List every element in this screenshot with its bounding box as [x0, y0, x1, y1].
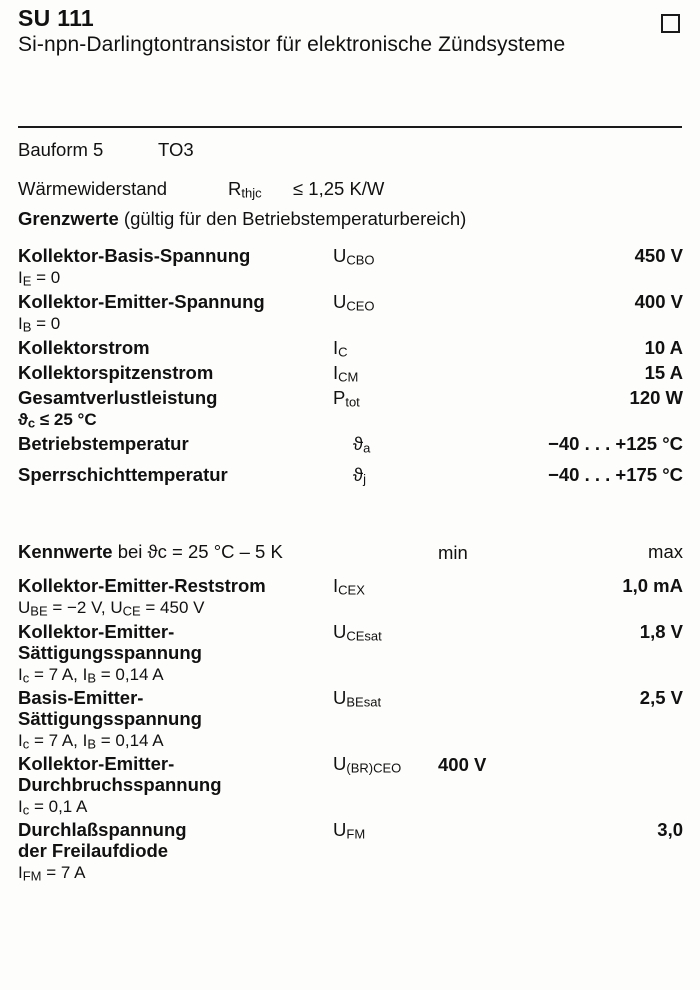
- limit-name: Kollektor-Basis-Spannung: [18, 245, 251, 266]
- characteristic-name: Basis-Emitter-: [18, 687, 144, 708]
- table-row: [18, 338, 682, 363]
- thermal-resistance-symbol: Rthjc: [228, 178, 262, 201]
- square-marker-icon: [661, 14, 680, 33]
- header-divider: [18, 126, 682, 128]
- characteristic-name: Durchlaßspannung: [18, 819, 187, 840]
- page-header: [18, 6, 682, 58]
- limit-symbol: UCEO: [333, 291, 375, 314]
- limits-heading: [18, 209, 682, 237]
- limit-name: Kollektorstrom: [18, 337, 150, 358]
- characteristic-name: Kollektor-Emitter-: [18, 621, 175, 642]
- package-row: [18, 140, 682, 170]
- column-header-max: max: [648, 541, 683, 562]
- page-title: SU 111: [18, 5, 94, 31]
- characteristic-max: 2,5 V: [639, 687, 683, 708]
- limit-symbol: UCBO: [333, 245, 375, 268]
- characteristic-name-line2: Sättigungsspannung: [18, 642, 202, 663]
- characteristic-max: 3,0: [657, 819, 683, 840]
- limit-name: Kollektor-Emitter-Spannung: [18, 291, 265, 312]
- limit-name: Betriebstemperatur: [18, 433, 189, 454]
- limit-value: −40 . . . +125 °C: [548, 433, 683, 454]
- characteristics-heading-rest: bei ϑc = 25 °C – 5 K: [117, 541, 283, 562]
- limit-name: Kollektorspitzenstrom: [18, 362, 214, 383]
- limit-value: 10 A: [644, 337, 683, 358]
- table-row: [18, 576, 682, 622]
- table-row: [18, 754, 682, 820]
- limit-condition: ϑc ≤ 25 °C: [18, 410, 97, 431]
- limit-symbol: ϑa: [353, 433, 371, 456]
- limit-symbol: ICM: [333, 362, 359, 385]
- limit-value: 120 W: [629, 387, 683, 408]
- limits-heading-bold: Grenzwerte: [18, 208, 119, 229]
- characteristic-min: 400 V: [438, 754, 487, 775]
- table-row: [18, 622, 682, 688]
- characteristic-symbol: UBEsat: [333, 687, 382, 710]
- package-value: TO3: [158, 139, 194, 160]
- characteristic-symbol: UFM: [333, 819, 366, 842]
- characteristic-symbol: UCEsat: [333, 621, 382, 644]
- table-row: [18, 388, 682, 434]
- characteristic-name-line2: der Freilaufdiode: [18, 840, 169, 861]
- limits-heading-rest: (gültig für den Betriebstemperaturbereich): [123, 208, 467, 229]
- characteristic-condition: Ic = 0,1 A: [18, 797, 88, 818]
- limit-value: 400 V: [634, 291, 683, 312]
- characteristics-heading: [18, 542, 682, 576]
- limit-symbol: Ptot: [333, 387, 360, 410]
- characteristic-name-line2: Sättigungsspannung: [18, 708, 202, 729]
- package-label: Bauform 5: [18, 139, 104, 160]
- table-row: [18, 465, 682, 496]
- limit-symbol: IC: [333, 337, 348, 360]
- characteristic-condition: IFM = 7 A: [18, 863, 86, 884]
- page-subtitle: Si-npn-Darlingtontransistor für elektronische Zündsysteme: [18, 33, 566, 57]
- table-row: [18, 434, 682, 465]
- characteristic-symbol: U(BR)CEO: [333, 753, 402, 776]
- table-row: [18, 246, 682, 292]
- characteristic-name-line2: Durchbruchsspannung: [18, 774, 222, 795]
- characteristic-symbol: ICEX: [333, 575, 365, 598]
- limit-condition: IE = 0: [18, 268, 61, 289]
- table-row: [18, 820, 682, 886]
- characteristic-condition: Ic = 7 A, IB = 0,14 A: [18, 731, 164, 752]
- characteristic-max: 1,0 mA: [622, 575, 683, 596]
- page-content: [18, 140, 682, 886]
- limit-name: Gesamtverlustleistung: [18, 387, 218, 408]
- thermal-resistance-row: [18, 179, 682, 209]
- column-header-min: min: [438, 542, 468, 563]
- characteristic-condition: UBE = −2 V, UCE = 450 V: [18, 598, 205, 619]
- table-row: [18, 292, 682, 338]
- limit-value: 15 A: [644, 362, 683, 383]
- table-row: [18, 688, 682, 754]
- limit-value: 450 V: [634, 245, 683, 266]
- limit-value: −40 . . . +175 °C: [548, 464, 683, 485]
- limit-condition: IB = 0: [18, 314, 61, 335]
- limit-symbol: ϑj: [353, 464, 367, 487]
- characteristics-heading-bold: Kennwerte: [18, 541, 113, 562]
- characteristic-condition: Ic = 7 A, IB = 0,14 A: [18, 665, 164, 686]
- table-row: [18, 363, 682, 388]
- limit-name: Sperrschichttemperatur: [18, 464, 228, 485]
- characteristic-name: Kollektor-Emitter-Reststrom: [18, 575, 266, 596]
- characteristic-name: Kollektor-Emitter-: [18, 753, 175, 774]
- thermal-resistance-label: Wärmewiderstand: [18, 178, 168, 199]
- characteristic-max: 1,8 V: [639, 621, 683, 642]
- thermal-resistance-value: ≤ 1,25 K/W: [293, 178, 385, 199]
